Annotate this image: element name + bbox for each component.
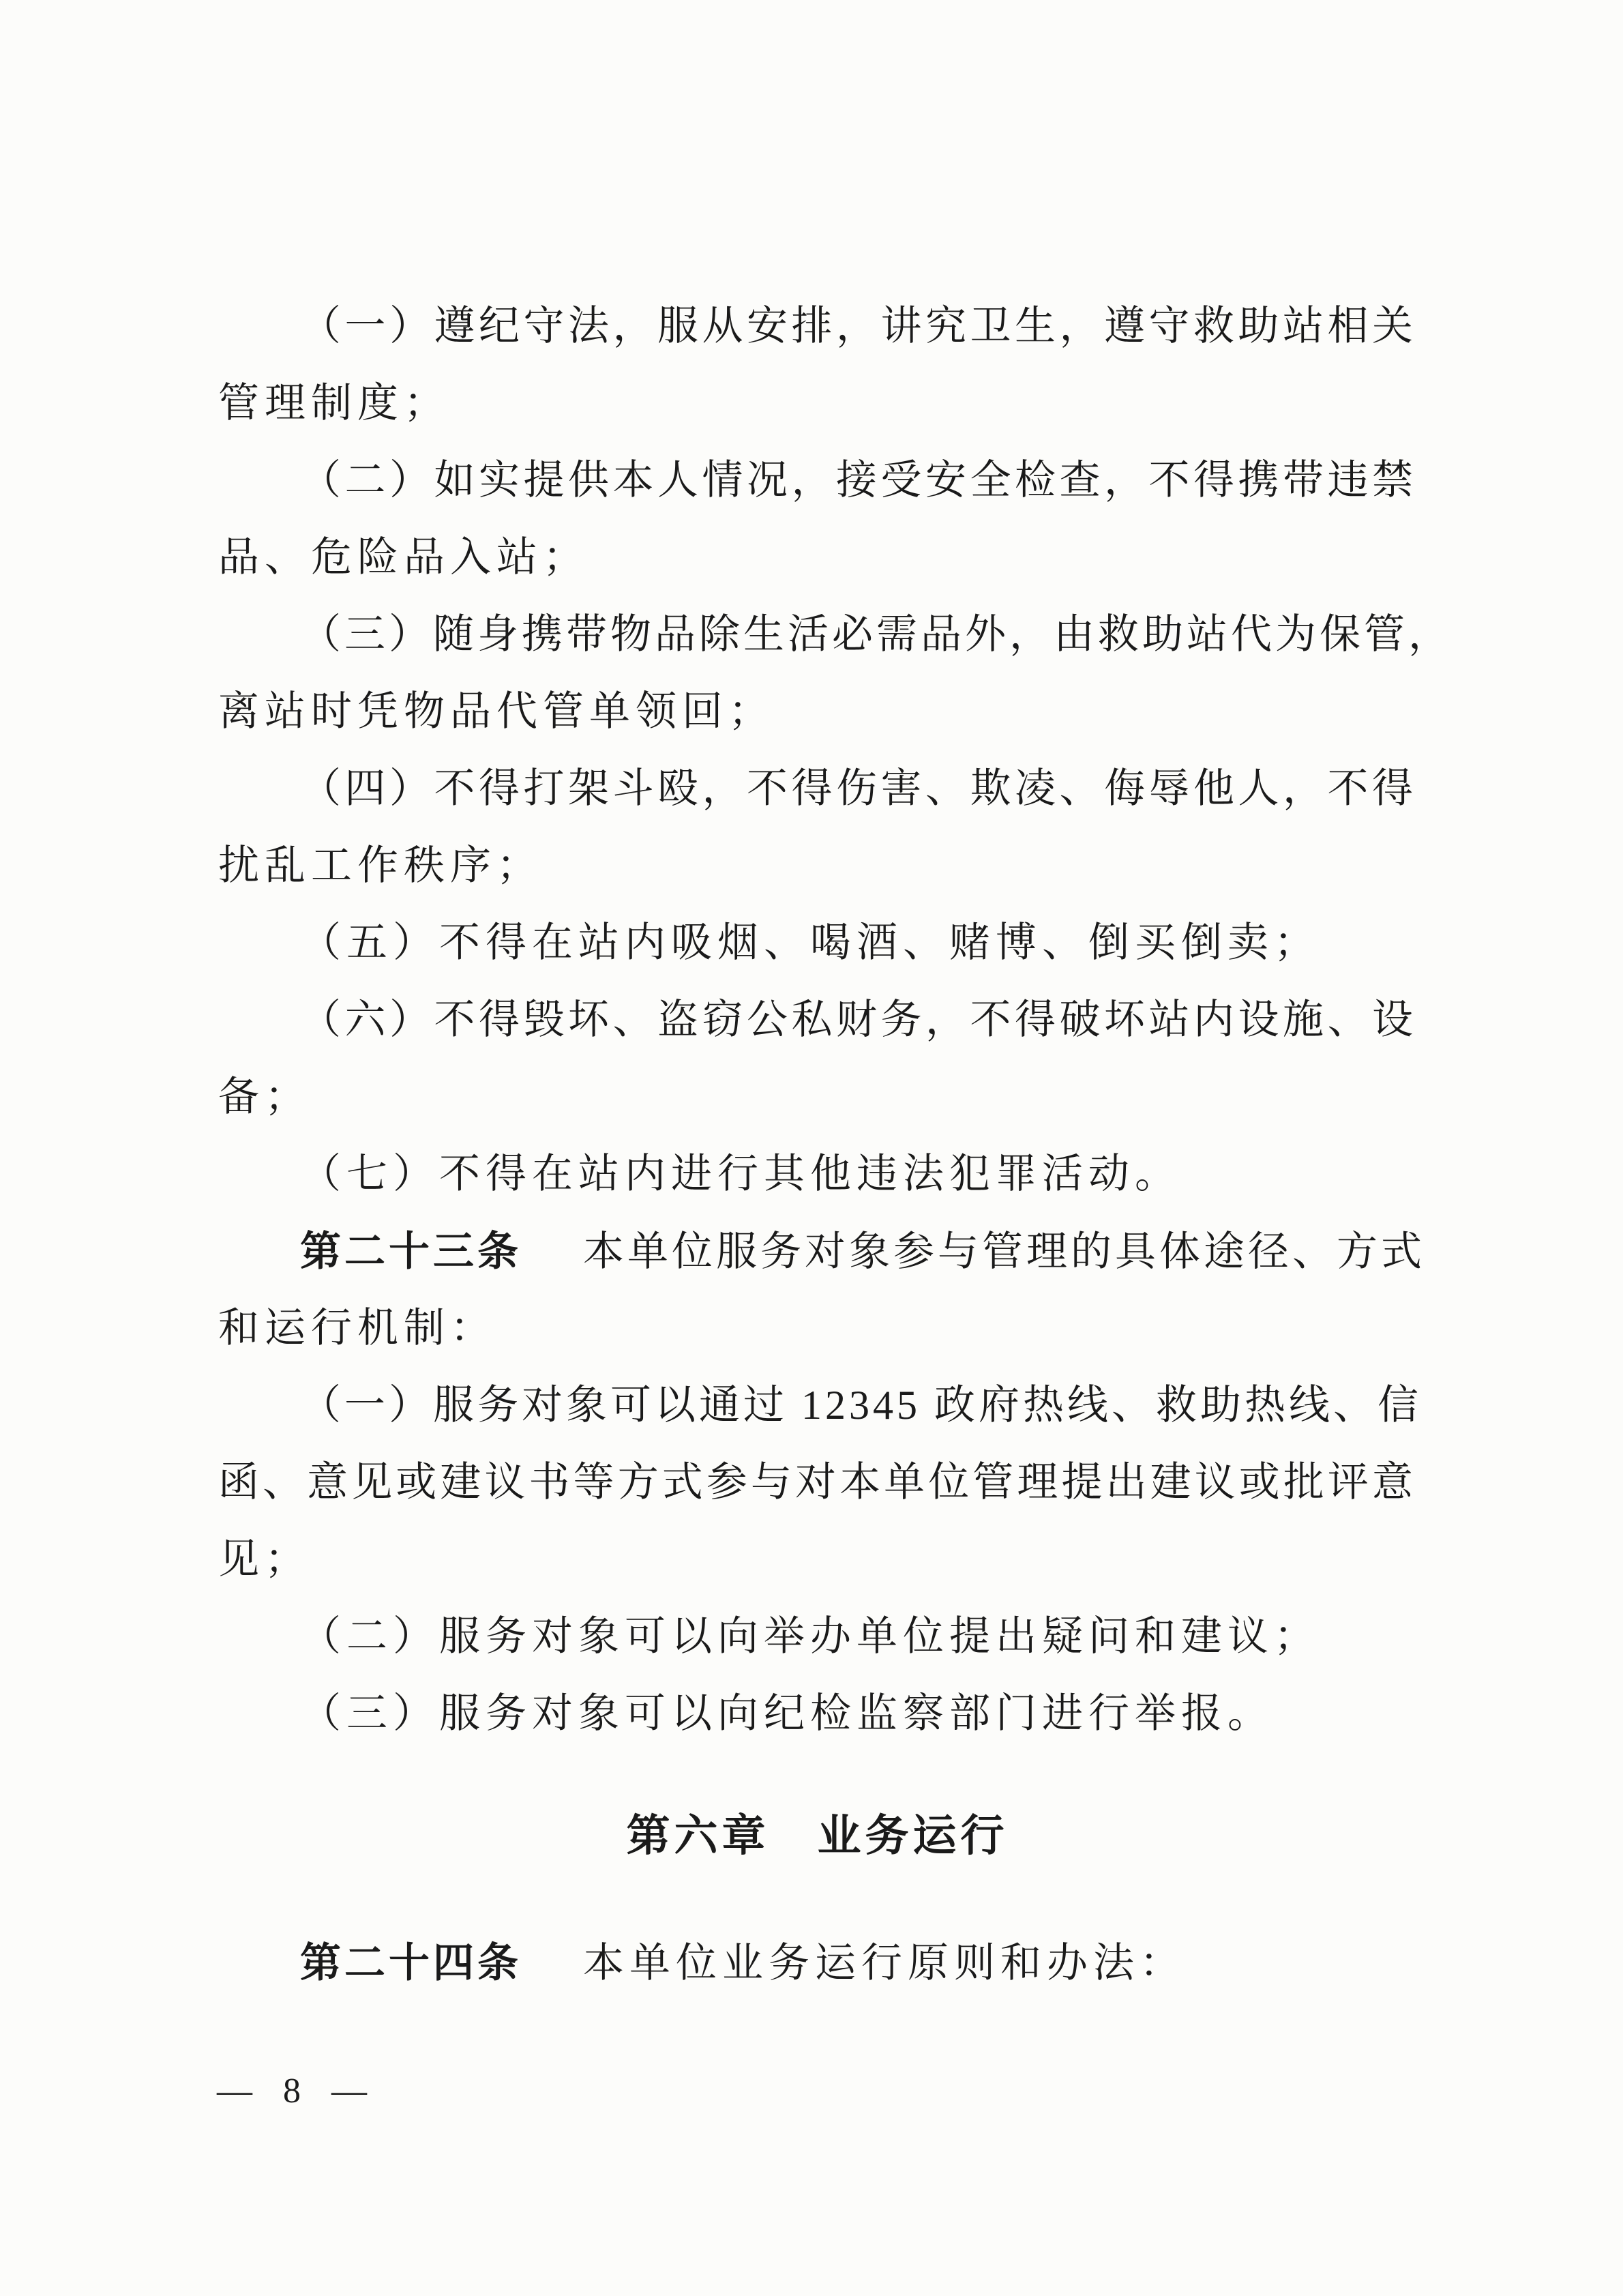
article-23-number: 第二十三条 [300, 1228, 522, 1274]
body-line-18: （二）服务对象可以向举办单位提出疑问和建议； [300, 1614, 1320, 1659]
body-line-10: （六）不得毁坏、盗窃公私财务，不得破坏站内设施、设 [300, 997, 1416, 1042]
body-line-11: 备； [218, 1074, 311, 1119]
body-line-2: 管理制度； [218, 381, 450, 426]
body-line-7: （四）不得打架斗殴，不得伤害、欺凌、侮辱他人，不得 [300, 766, 1416, 811]
body-line-1: （一）遵纪守法，服从安排，讲究卫生，遵守救助站相关 [300, 304, 1416, 349]
body-line-3: （二）如实提供本人情况，接受安全检查，不得携带违禁 [300, 458, 1416, 503]
body-line-15: （一）服务对象可以通过 12345 政府热线、救助热线、信 [300, 1383, 1422, 1428]
body-line-14: 和运行机制： [218, 1306, 496, 1351]
body-line-8: 扰乱工作秩序； [218, 843, 543, 888]
article-24-text: 本单位业务运行原则和办法： [583, 1941, 1186, 1986]
body-line-19: （三）服务对象可以向纪检监察部门进行举报。 [300, 1691, 1274, 1736]
page-number: — 8 — [217, 2072, 368, 2110]
body-line-17: 见； [218, 1537, 311, 1582]
article-24-line [218, 1924, 1416, 2001]
body-line-6: 离站时凭物品代管单领回； [218, 689, 775, 734]
document-body [218, 288, 1453, 2001]
chapter-heading: 第六章 业务运行 [626, 1811, 1009, 1860]
body-line-4: 品、危险品入站； [218, 535, 589, 580]
body-line-5: （三）随身携带物品除生活必需品外，由救助站代为保管， [300, 612, 1453, 657]
body-line-12: （七）不得在站内进行其他违法犯罪活动。 [300, 1151, 1181, 1196]
body-line-16: 函、意见或建议书等方式参与对本单位管理提出建议或批评意 [218, 1460, 1416, 1505]
article-23-text: 本单位服务对象参与管理的具体途径、方式 [583, 1229, 1425, 1274]
article-24-number: 第二十四条 [300, 1940, 522, 1986]
body-line-13 [218, 1213, 1425, 1290]
body-line-9: （五）不得在站内吸烟、喝酒、赌博、倒买倒卖； [300, 920, 1320, 965]
